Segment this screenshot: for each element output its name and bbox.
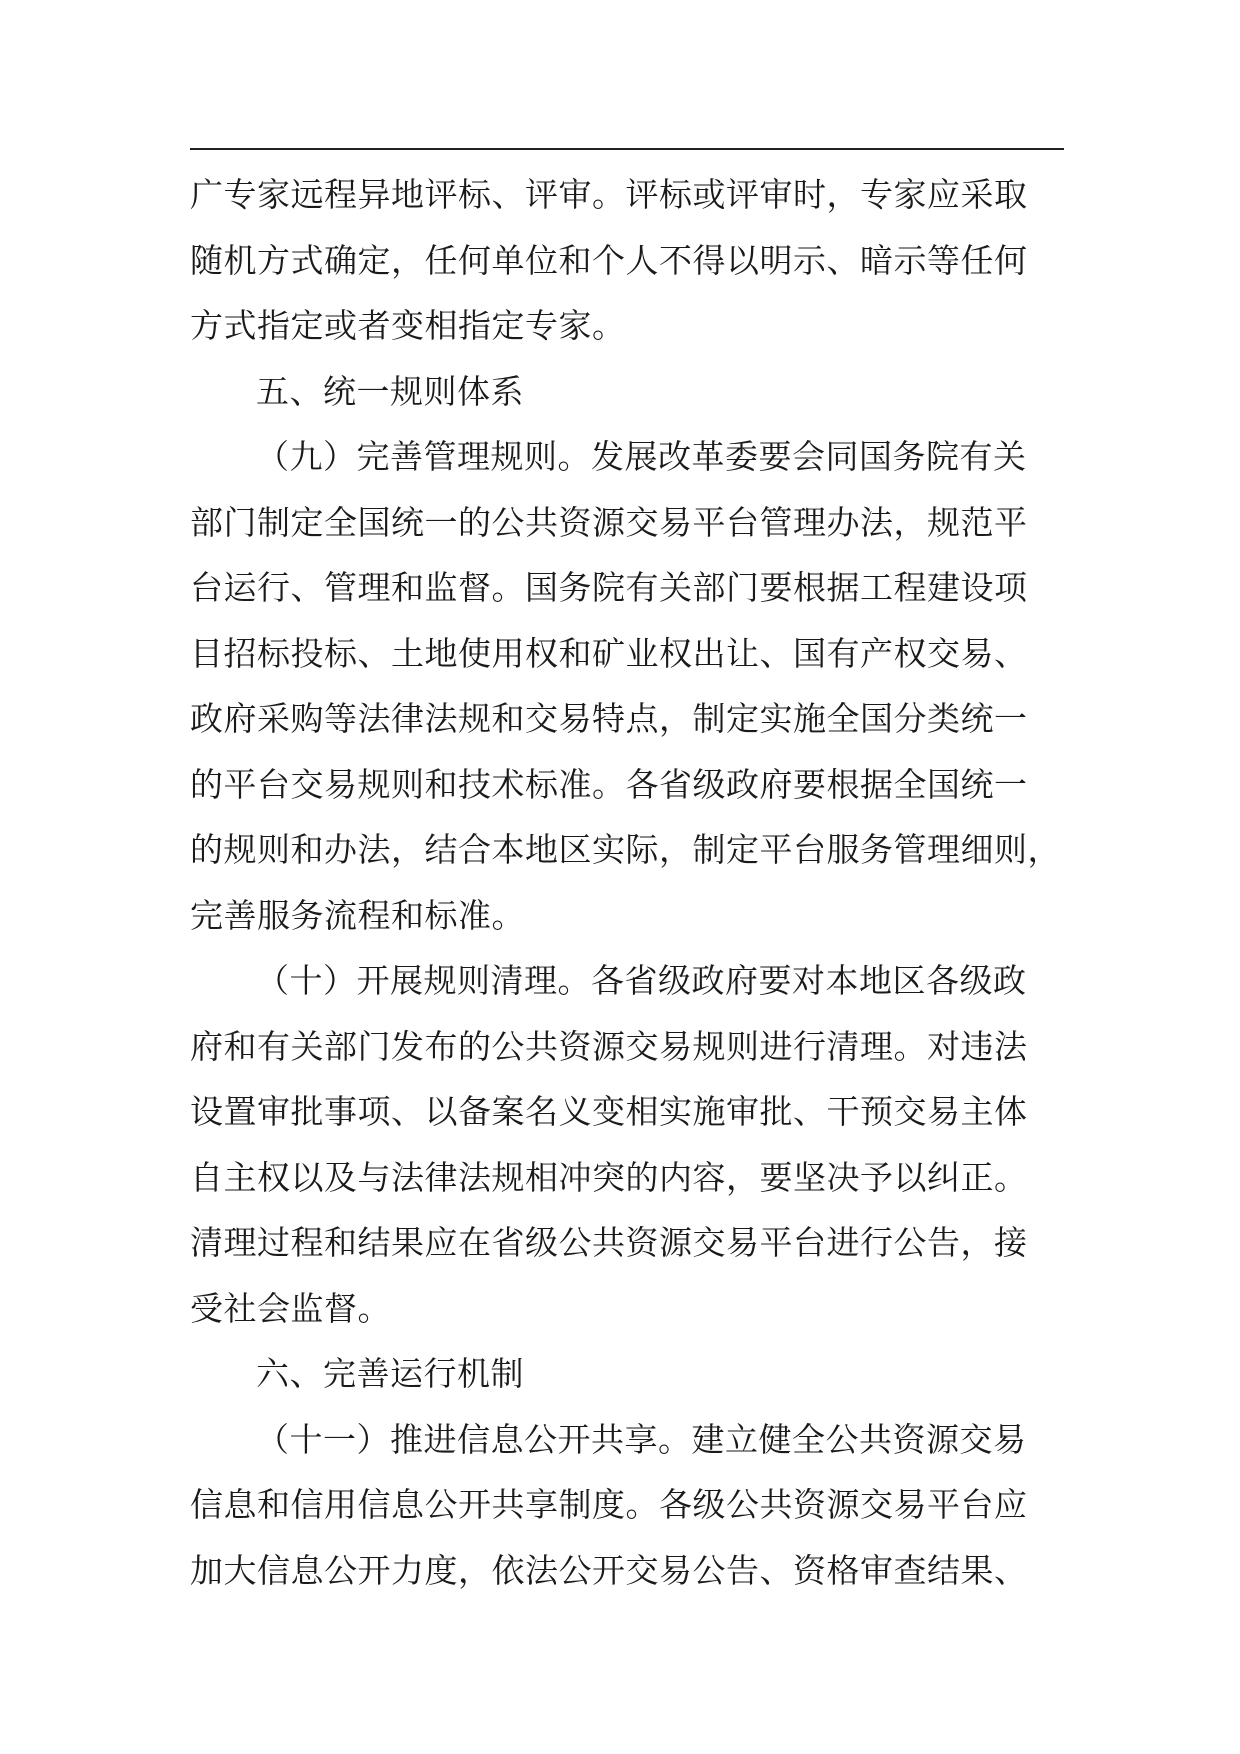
section-heading: 五、统一规则体系: [256, 371, 524, 411]
paragraph-start: （九）完善管理规则。发展改革委要会同国务院有关: [256, 437, 1027, 476]
header-rule: [190, 148, 1064, 150]
text-line: 随机方式确定，任何单位和个人不得以明示、暗示等任何: [190, 240, 1028, 280]
paragraph-start: （十）开展规则清理。各省级政府要对本地区各级政: [256, 961, 1027, 1000]
text-line: 部门制定全国统一的公共资源交易平台管理办法，规范平: [190, 502, 1028, 542]
text-line: 台运行、管理和监督。国务院有关部门要根据工程建设项: [190, 568, 1028, 607]
text-line: 完善服务流程和标准。: [190, 895, 525, 935]
text-line: 清理过程和结果应在省级公共资源交易平台进行公告，接: [190, 1223, 1028, 1262]
text-line: 信息和信用信息公开共享制度。各级公共资源交易平台应: [190, 1485, 1028, 1524]
text-line: 自主权以及与法律法规相冲突的内容，要坚决予以纠正。: [190, 1157, 1028, 1197]
document-body: [190, 162, 1064, 1603]
paragraph-start: （十一）推进信息公开共享。建立健全公共资源交易: [256, 1419, 1027, 1459]
text-line: 方式指定或者变相指定专家。: [190, 306, 626, 345]
text-line: 的规则和办法，结合本地区实际，制定平台服务管理细则，: [190, 830, 1061, 869]
text-line: 受社会监督。: [190, 1288, 391, 1328]
text-line: 目招标投标、土地使用权和矿业权出让、国有产权交易、: [190, 633, 1028, 673]
text-line: 广专家远程异地评标、评审。评标或评审时，专家应采取: [190, 175, 1028, 214]
text-line: 加大信息公开力度，依法公开交易公告、资格审查结果、: [190, 1550, 1028, 1590]
text-line: 政府采购等法律法规和交易特点，制定实施全国分类统一: [190, 699, 1028, 738]
text-line: 设置审批事项、以备案名义变相实施审批、干预交易主体: [190, 1092, 1028, 1131]
text-line: 的平台交易规则和技术标准。各省级政府要根据全国统一: [190, 764, 1028, 804]
text-line: 府和有关部门发布的公共资源交易规则进行清理。对违法: [190, 1026, 1028, 1066]
section-heading: 六、完善运行机制: [256, 1354, 524, 1393]
